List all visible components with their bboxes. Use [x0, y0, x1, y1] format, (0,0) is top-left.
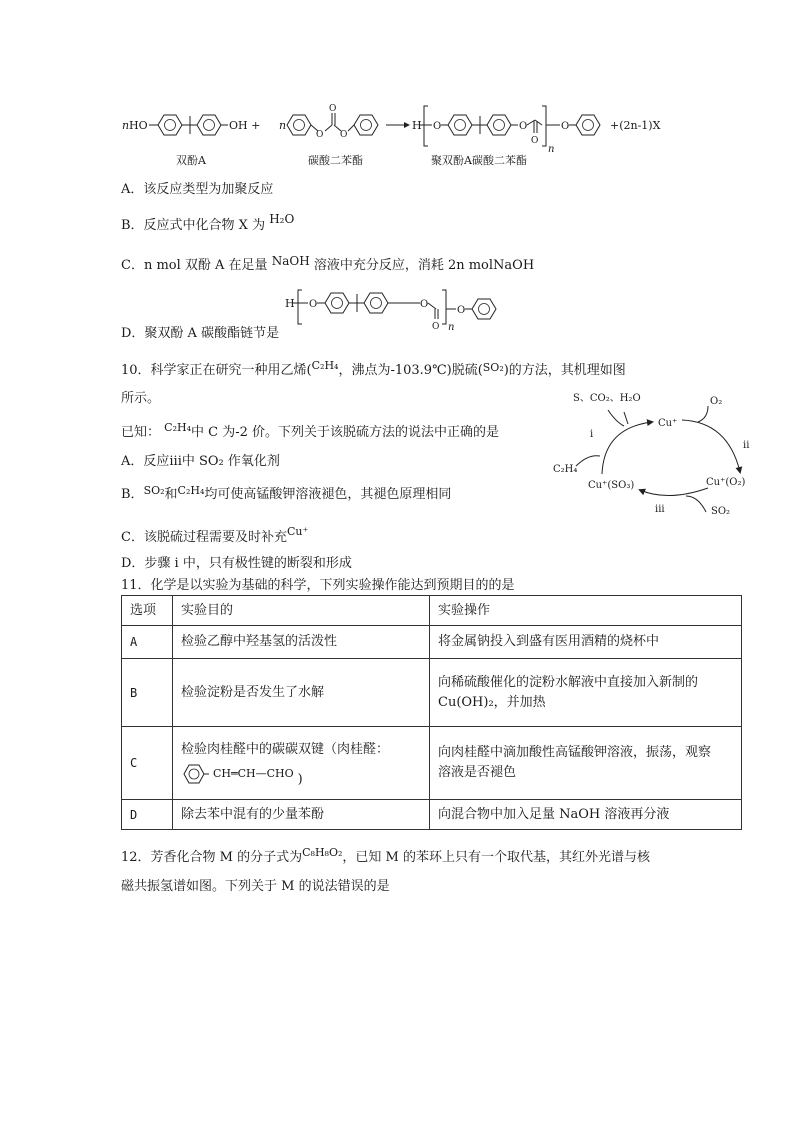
- q9-option-b-text: B．反应式中化合物 X 为: [121, 218, 266, 233]
- q12-line1-post: ，已知 M 的苯环上只有一个取代基，其红外光谱与核: [342, 850, 650, 865]
- row-c-formula: CH═CH—CHO: [213, 767, 294, 780]
- row-c-option: C: [122, 727, 173, 800]
- q10-option-b-post: 均可使高锰酸钾溶液褪色，其褪色原理相同: [204, 487, 452, 502]
- cinnamaldehyde-benzene-icon: [181, 762, 209, 786]
- svg-text:n: n: [448, 322, 455, 333]
- svg-text:H: H: [285, 297, 295, 310]
- diagram-step-i: i: [590, 429, 594, 440]
- q9-option-c-post: 溶液中充分反应，消耗 2n molNaOH: [313, 258, 535, 273]
- table-row: [122, 727, 742, 800]
- svg-text:O: O: [432, 322, 440, 332]
- reaction-equation: [118, 100, 678, 172]
- q10-line1-so2: SO₂: [482, 361, 504, 374]
- label-bisphenol-a: 双酚A: [176, 154, 206, 167]
- q10-line1-c2h4: C₂H₄: [311, 359, 339, 372]
- q9-option-a: A．该反应类型为加聚反应: [121, 182, 274, 197]
- eq-ho: HO: [129, 119, 148, 132]
- row-c-close-paren: ): [297, 772, 303, 787]
- diagram-products: S、CO₂、H₂O: [573, 393, 641, 404]
- q9-option-c-naoh: NaOH: [271, 254, 310, 268]
- q11-table: [121, 595, 742, 830]
- eq-n1: n: [122, 119, 130, 132]
- row-d-option: D: [122, 800, 173, 830]
- row-d-purpose: 除去苯中混有的少量苯酚: [173, 800, 430, 830]
- svg-text:O: O: [457, 305, 466, 316]
- table-row: [122, 626, 742, 659]
- q10-option-b-and: 和: [164, 487, 178, 502]
- row-b-operation-line1: 向稀硫酸催化的淀粉水解液中直接加入新制的: [438, 674, 699, 690]
- q12-stem-line1: [121, 846, 650, 867]
- row-a-option: A: [122, 626, 173, 659]
- header-option: 选项: [122, 596, 173, 626]
- diagram-so2: SO₂: [711, 506, 731, 517]
- row-a-purpose: 检验乙醇中羟基氢的活泼性: [173, 626, 430, 659]
- svg-text:O: O: [309, 299, 318, 310]
- q9-option-d: D．聚双酚 A 碳酸酯链节是: [121, 326, 280, 341]
- header-operation: 实验操作: [430, 596, 742, 626]
- svg-text:O: O: [519, 121, 528, 132]
- table-row: [122, 659, 742, 727]
- row-c-operation-line2: 溶液是否褪色: [438, 765, 517, 780]
- q10-known: [121, 421, 500, 442]
- diagram-cu-so3: Cu⁺(SO₃): [588, 480, 635, 491]
- q10-stem-line2: 所示。: [121, 391, 161, 406]
- diagram-o2: O₂: [710, 396, 723, 407]
- diagram-cu-top: Cu⁺: [658, 418, 678, 429]
- q10-option-c: [121, 525, 309, 547]
- table-header-row: [122, 596, 742, 626]
- q10-option-c-cu: Cu⁺: [286, 525, 309, 538]
- q10-stem-line1: [121, 359, 626, 380]
- row-b-operation: [430, 659, 742, 727]
- table-row: [122, 800, 742, 830]
- polycarbonate-repeat-unit: [282, 288, 522, 338]
- svg-text:O: O: [340, 130, 348, 140]
- svg-text:O: O: [420, 299, 429, 310]
- q10-line1-mid: ，沸点为-103.9℃)脱硫(: [338, 363, 483, 378]
- eq-h: H: [412, 119, 422, 132]
- row-c-operation: [430, 727, 742, 800]
- eq-tail: +(2n-1)X: [610, 119, 661, 132]
- row-d-operation: 向混合物中加入足量 NaOH 溶液再分液: [430, 800, 742, 830]
- row-c-purpose-line2: [181, 762, 421, 786]
- q10-option-d: D．步骤 i 中，只有极性键的断裂和形成: [121, 556, 352, 571]
- header-purpose: 实验目的: [173, 596, 430, 626]
- q9-option-b: [121, 212, 295, 235]
- q10-option-b-pre: B．: [121, 487, 144, 502]
- svg-text:O: O: [316, 130, 324, 140]
- row-b-purpose: 检验淀粉是否发生了水解: [173, 659, 430, 727]
- eq-n2: n: [279, 119, 287, 132]
- q10-option-a: A．反应iii中 SO₂ 作氧化剂: [121, 454, 280, 469]
- diagram-step-iii: iii: [655, 504, 665, 515]
- q10-option-b-so2: SO₂: [143, 484, 165, 497]
- q9-option-c-pre: C．n mol 双酚 A 在足量: [121, 258, 268, 273]
- q9-option-c: [121, 256, 534, 275]
- diagram-c2h4: C₂H₄: [553, 464, 578, 475]
- row-c-operation-line1: 向肉桂醛中滴加酸性高锰酸钾溶液，振荡，观察: [438, 745, 712, 760]
- q10-known-post: 中 C 为-2 价。下列关于该脱硫方法的说法中正确的是: [191, 425, 500, 440]
- diagram-step-ii: ii: [743, 440, 750, 451]
- q10-line1-pre: 10．科学家正在研究一种用乙烯(: [121, 363, 312, 378]
- svg-text:O: O: [433, 121, 442, 132]
- label-polycarbonate: 聚双酚A碳酸二苯酯: [431, 154, 527, 167]
- label-diphenyl-carbonate: 碳酸二苯酯: [308, 154, 363, 167]
- diagram-cu-o2: Cu⁺(O₂): [706, 477, 746, 488]
- eq-sub-n: n: [548, 144, 555, 155]
- svg-text:O: O: [561, 121, 570, 132]
- q12-formula: C₈H₈O₂: [302, 846, 343, 859]
- svg-text:O: O: [329, 104, 337, 114]
- q10-option-b-c2h4: C₂H₄: [177, 484, 205, 497]
- q10-line1-post: )的方法，其机理如图: [503, 363, 626, 378]
- row-a-operation: 将金属钠投入到盛有医用酒精的烧杯中: [430, 626, 742, 659]
- q10-known-c2h4: C₂H₄: [164, 421, 191, 434]
- eq-oh-plus: OH +: [229, 119, 261, 132]
- row-c-purpose: [173, 727, 430, 800]
- svg-text:O: O: [531, 136, 539, 146]
- q12-stem-line2: 磁共振氢谱如图。下列关于 M 的说法错误的是: [121, 879, 390, 894]
- q11-stem: 11．化学是以实验为基础的科学，下列实验操作能达到预期目的的是: [121, 578, 515, 593]
- row-c-purpose-line1: 检验肉桂醛中的碳碳双键（肉桂醛：: [181, 742, 390, 757]
- q12-line1-pre: 12．芳香化合物 M 的分子式为: [121, 850, 303, 865]
- q9-option-b-formula: H₂O: [269, 212, 295, 226]
- row-b-option: B: [122, 659, 173, 727]
- desulfurization-mechanism-diagram: [548, 384, 758, 524]
- q10-known-pre: 已知：: [121, 425, 161, 440]
- q10-option-c-pre: C．该脱硫过程需要及时补充: [121, 530, 287, 545]
- q10-option-b: [121, 486, 451, 504]
- row-b-operation-line2: Cu(OH)₂，并加热: [438, 694, 546, 710]
